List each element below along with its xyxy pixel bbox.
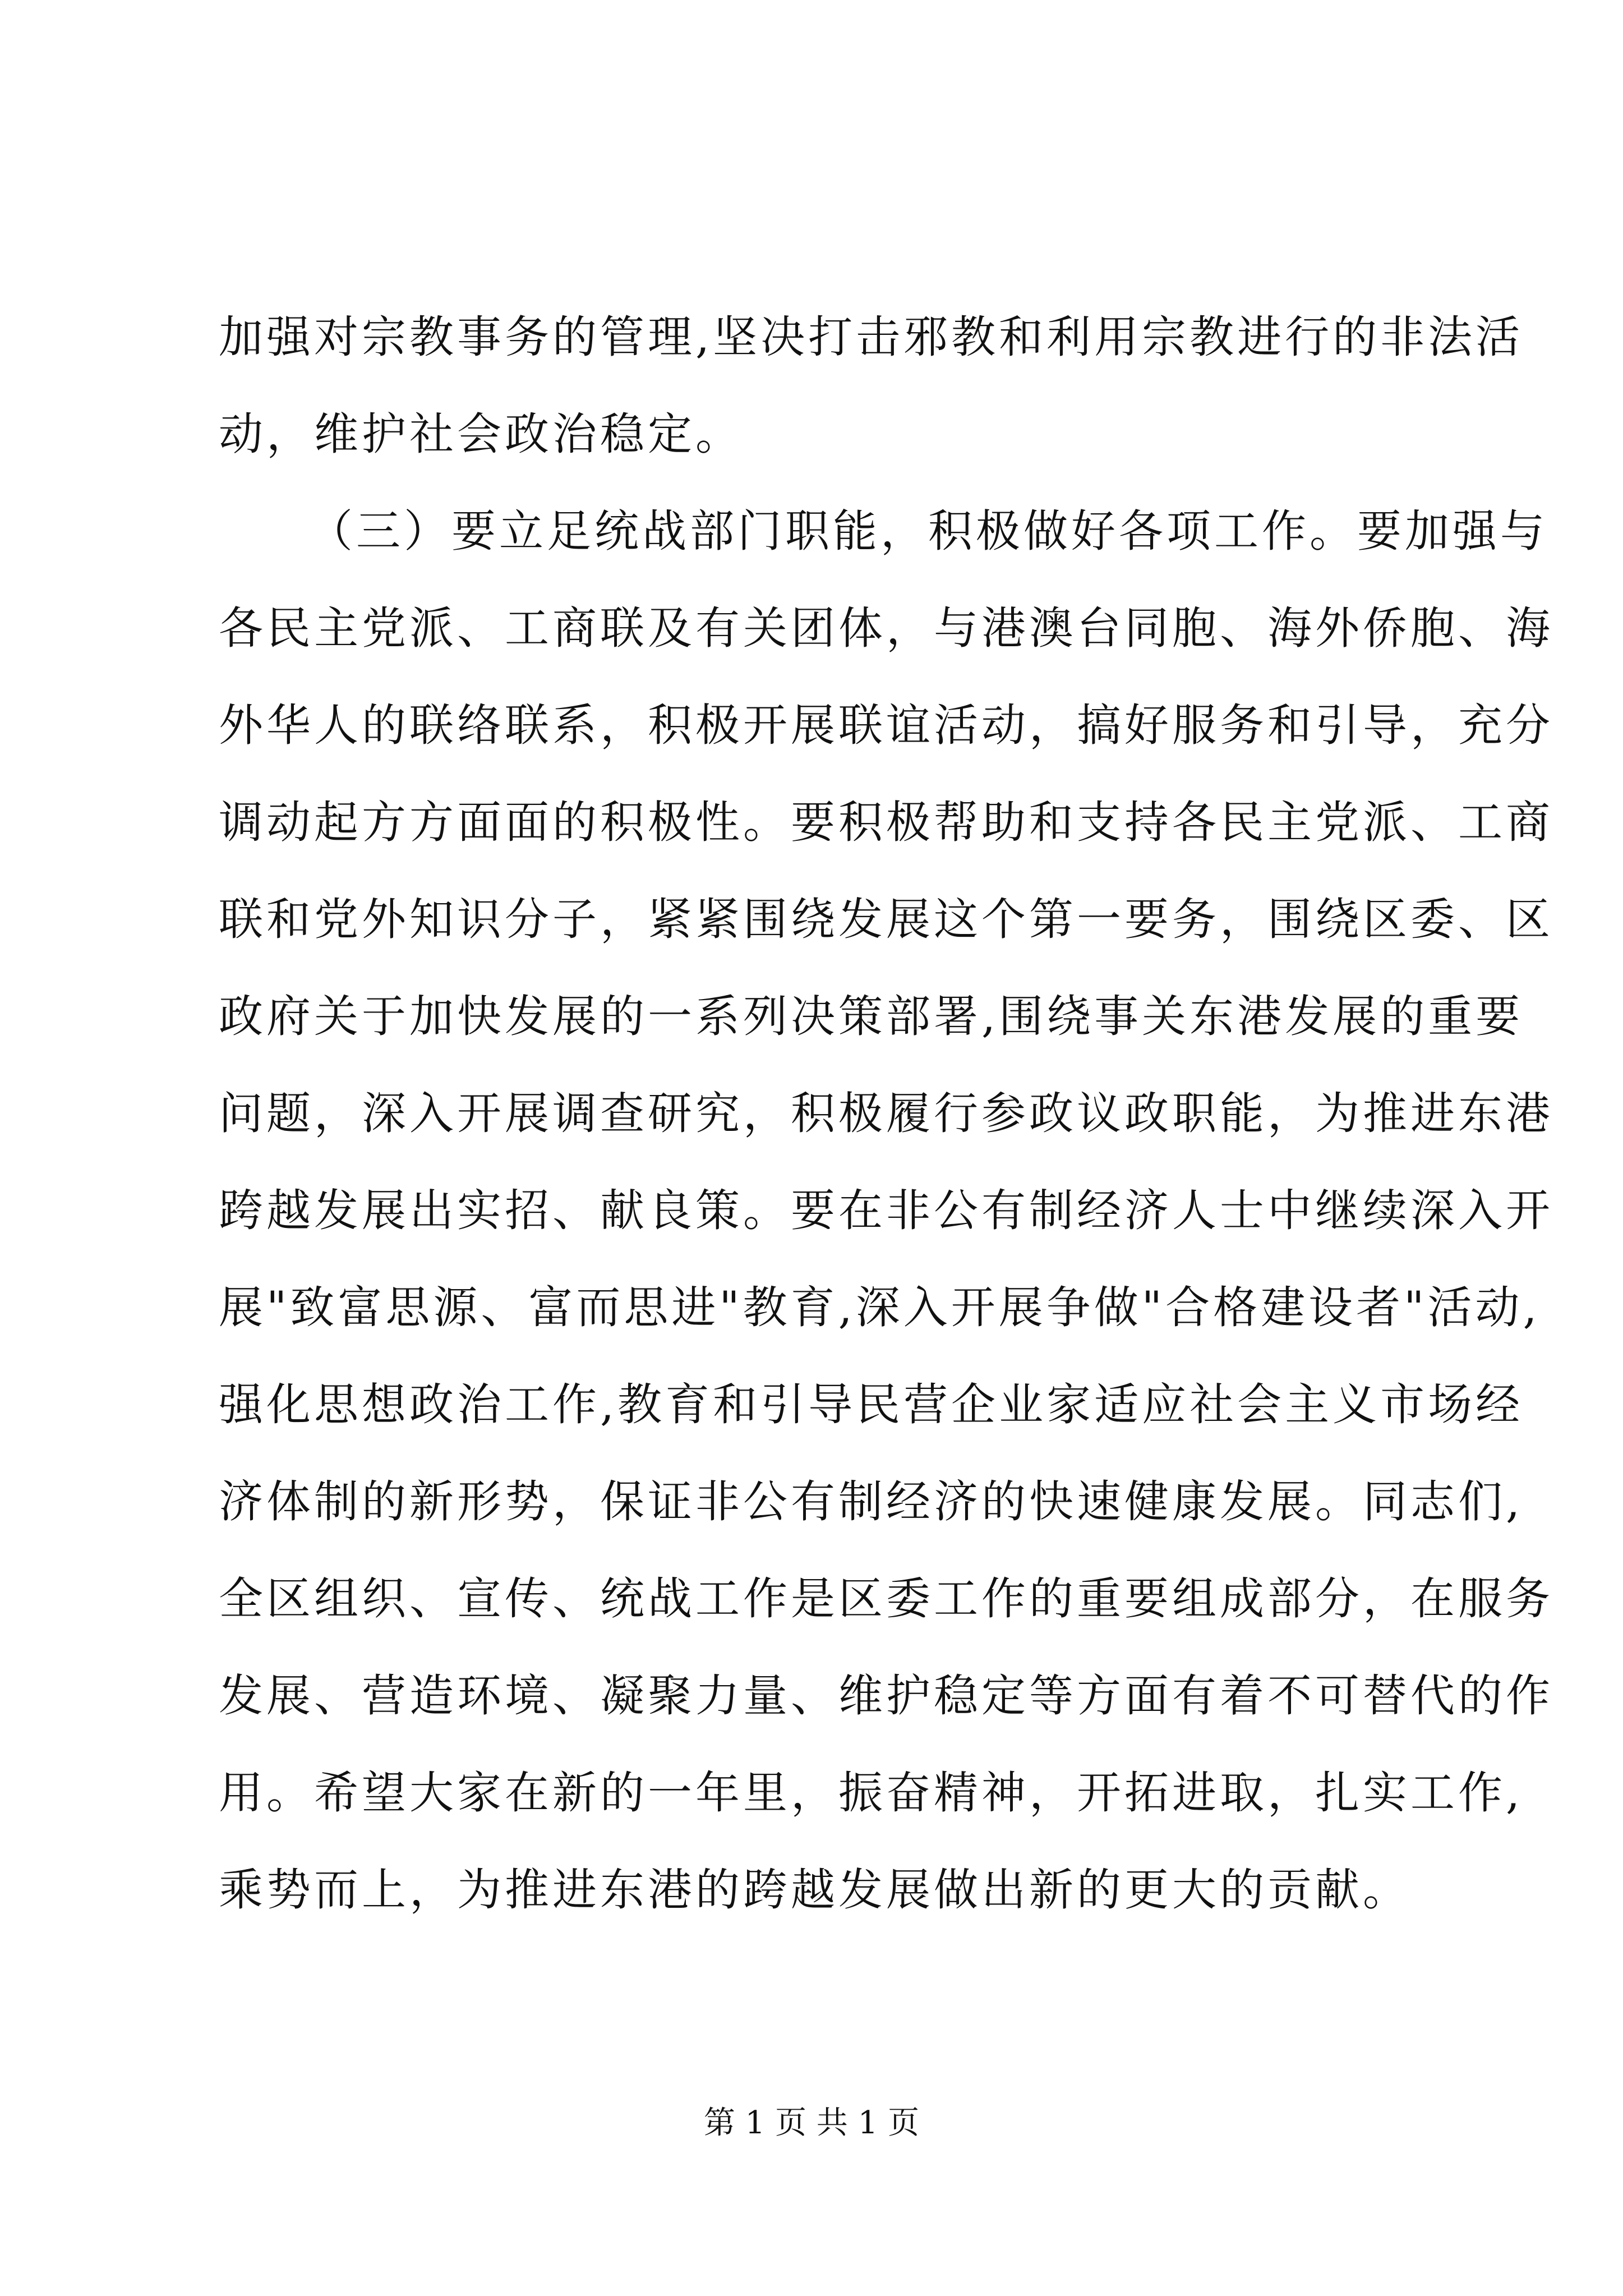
text-line: 跨越发展出实招、献良策。要在非公有制经济人士中继续深入开: [219, 1185, 1553, 1236]
text-line: 加强对宗教事务的管理,坚决打击邪教和利用宗教进行的非法活: [219, 311, 1524, 363]
text-line: 政府关于加快发展的一系列决策部署,围绕事关东港发展的重要: [219, 991, 1524, 1042]
text-line: 外华人的联络联系，积极开展联谊活动，搞好服务和引导，充分: [219, 700, 1553, 751]
text-line: 强化思想政治工作,教育和引导民营企业家适应社会主义市场经: [219, 1379, 1524, 1430]
text-line: 联和党外知识分子，紧紧围绕发展这个第一要务，围绕区委、区: [219, 894, 1553, 945]
text-line: 展"致富思源、富而思进"教育,深入开展争做"合格建设者"活动,: [219, 1282, 1541, 1333]
text-line: 动，维护社会政治稳定。: [219, 408, 743, 460]
text-line: 问题，深入开展调查研究，积极履行参政议政职能，为推进东港: [219, 1088, 1553, 1139]
text-line: 乘势而上，为推进东港的跨越发展做出新的更大的贡献。: [219, 1864, 1410, 1916]
text-line: 调动起方方面面的积极性。要积极帮助和支持各民主党派、工商: [219, 797, 1553, 848]
text-line: 发展、营造环境、凝聚力量、维护稳定等方面有着不可替代的作: [219, 1670, 1553, 1722]
document-body: [219, 289, 1553, 1939]
section-heading-line: （三）要立足统战部门职能，积极做好各项工作。要加强与: [308, 505, 1548, 557]
text-line: 全区组织、宣传、统战工作是区委工作的重要组成部分，在服务: [219, 1573, 1553, 1625]
page-number-footer: 第 1 页 共 1 页: [703, 2105, 920, 2141]
text-line: 用。希望大家在新的一年里，振奋精神，开拓进取，扎实工作,: [219, 1767, 1524, 1819]
text-line: 各民主党派、工商联及有关团体，与港澳台同胞、海外侨胞、海: [219, 602, 1553, 654]
text-line: 济体制的新形势，保证非公有制经济的快速健康发展。同志们,: [219, 1476, 1524, 1527]
